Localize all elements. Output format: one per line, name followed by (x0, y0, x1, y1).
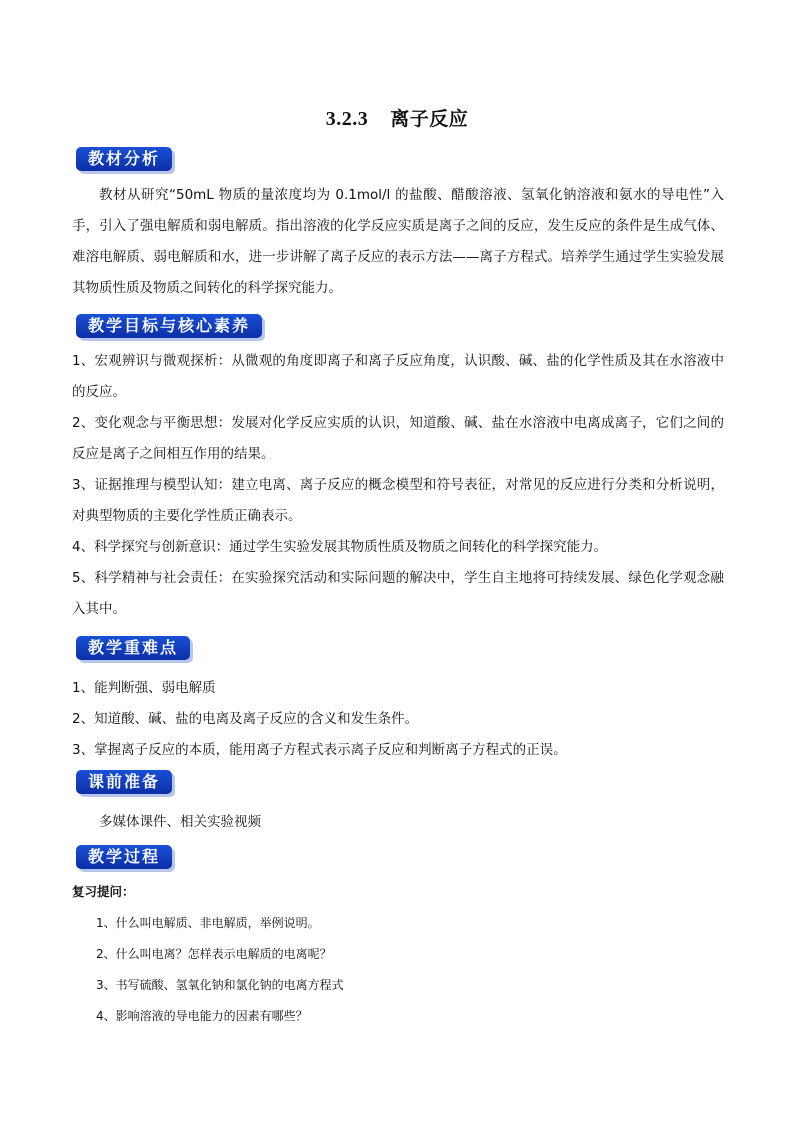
difficulty-item-1: 1、能判断强、弱电解质 (72, 680, 216, 696)
section-number: 3.2.3 (325, 108, 369, 130)
goal-item-3: 3、证据推理与模型认知：建立电离、离子反应的概念模型和符号表征，对常见的反应进行分类和分析说明，对典型物质的主要化学性质正确表示。 (72, 477, 724, 524)
lesson-title: 离子反应 (390, 108, 469, 130)
review-label: 复习提问： (72, 884, 135, 899)
goal-item-4: 4、科学探究与创新意识：通过学生实验发展其物质性质及物质之间转化的科学探究能力。 (72, 539, 608, 555)
difficulty-item-3: 3、掌握离子反应的本质，能用离子方程式表示离子反应和判断离子方程式的正误。 (72, 742, 567, 758)
preparation-heading: 课前准备 (76, 770, 172, 794)
goal-item-1: 1、宏观辨识与微观探析：从微观的角度即离子和离子反应角度，认识酸、碱、盐的化学性质及其在水溶液中的反应。 (72, 353, 724, 400)
process-heading: 教学过程 (76, 845, 172, 869)
page-title (0, 104, 794, 131)
analysis-body: 教材从研究“50mL 物质的量浓度均为 0.1mol/l 的盐酸、醋酸溶液、氢氧化钠溶液和氨水的导电性”入手，引入了强电解质和弱电解质。指出溶液的化学反应实质是离子之间的反应，发生反应的条件是生成气体、难溶电解质、弱电解质和水，进一步讲解了离子反应的表示方法——离子方程式。培养学生通过学生实验发展其物质性质及物质之间转化的科学探究能力。 (72, 187, 724, 296)
review-question-3: 3、书写硫酸、氢氧化钠和氯化钠的电离方程式 (96, 978, 344, 992)
goal-item-2: 2、变化观念与平衡思想：发展对化学反应实质的认识，知道酸、碱、盐在水溶液中电离成离子，它们之间的反应是离子之间相互作用的结果。 (72, 415, 724, 462)
goals-heading: 教学目标与核心素养 (76, 314, 262, 338)
review-question-4: 4、影响溶液的导电能力的因素有哪些？ (96, 1009, 308, 1023)
preparation-body: 多媒体课件、相关实验视频 (99, 814, 261, 830)
difficulty-item-2: 2、知道酸、碱、盐的电离及离子反应的含义和发生条件。 (72, 711, 419, 727)
analysis-heading: 教材分析 (76, 147, 172, 171)
goal-item-5: 5、科学精神与社会责任：在实验探究活动和实际问题的解决中，学生自主地将可持续发展、绿色化学观念融入其中。 (72, 570, 724, 617)
review-question-1: 1、什么叫电解质、非电解质，举例说明。 (96, 916, 320, 930)
review-question-2: 2、什么叫电离？怎样表示电解质的电离呢？ (96, 947, 332, 961)
difficulties-heading: 教学重难点 (76, 636, 190, 660)
